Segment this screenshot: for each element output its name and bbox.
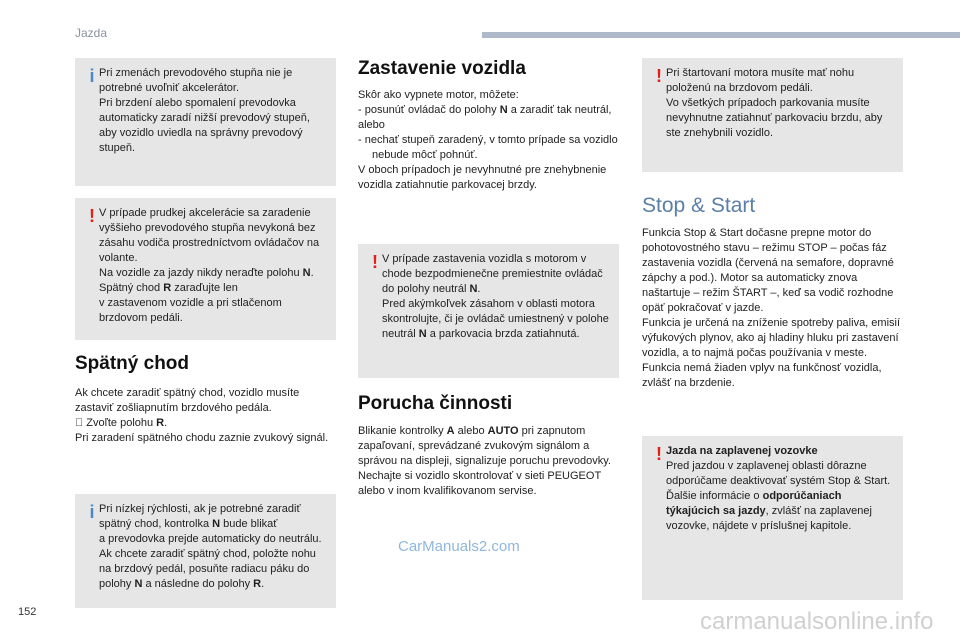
reverse-text [75,386,337,446]
warning-exclamation-icon: ! [656,444,662,464]
reverse-paragraph-1: Ak chcete zaradiť spätný chod, vozidlo musíte zastaviť zošliapnutím brzdového pedála. [75,387,300,414]
watermark-carmanuals2: CarManuals2.com [398,538,520,555]
info-box-low-speed-text: Pri nízkej rýchlosti, ak je potrebné zaradiť spätný chod, kontrolka N bude blikať a prevodovka prejde automaticky do neutrálu. Ak chcete zaradiť spätný chod, položte nohu na brzdový pedál, posuňte radiacu páku do polohy N a následne do polohy R. [99,503,322,590]
reverse-bullet: Zvoľte polohu R. [75,417,156,429]
stopping-text [358,88,620,193]
info-box-gear-change-text: Pri zmenách prevodového stupňa nie je potrebné uvoľniť akcelerátor. Pri brzdení alebo spomalení prevodovka automaticky zaradí nižší prevodový stupeň, aby vozidlo uviedla na správny prevodový stupeň. [99,67,310,154]
stopping-intro: Skôr ako vypnete motor, môžete: [358,89,519,101]
info-box-gear-change [75,58,336,186]
watermark-carmanualsonline: carmanualsonline.info [700,608,934,635]
stopping-or: alebo [358,119,385,131]
warning-box-flooded-road [642,436,903,600]
heading-malfunction: Porucha činnosti [358,393,513,414]
warning-box-engine-running [358,244,619,378]
stopping-option-2: - nechať stupeň zaradený, v tomto prípade sa vozidlo nebude môcť pohnúť. [358,134,618,161]
heading-stopping: Zastavenie vozidla [358,58,526,79]
warning-exclamation-icon: ! [89,206,95,226]
warning-exclamation-icon: ! [372,252,378,272]
info-i-icon: i [89,502,95,522]
warning-box-acceleration [75,198,336,340]
stopping-conclusion: V oboch prípadoch je nevyhnutné pre znehybnenie vozidla zatiahnutie parkovacej brzdy. [358,164,607,191]
running-header-title: Jazda [75,26,108,40]
malfunction-text: Blikanie kontrolky A alebo AUTO pri zapnutom zapaľovaní, sprevádzané zvukovým signálom a správou na displeji, signalizuje poruchu prevodovky. Nechajte si vozidlo skontrolovať v sieti PEUGEOT alebo v inom kvalifikovanom servise. [358,425,611,497]
warning-exclamation-icon: ! [656,66,662,86]
page-number: 152 [18,606,37,618]
warning-box-flooded-road-text: Jazda na zaplavenej vozovke Pred jazdou v zaplavenej oblasti dôrazne odporúčame deaktivovať systém Stop & Start. Ďalšie informácie o odporúčaniach týkajúcich sa jazdy, zvlášť na zaplavenej vozovke, nájdete v príslušnej kapitole. [666,444,895,534]
warning-box-starting-text: Pri štartovaní motora musíte mať nohu položenú na brzdovom pedáli. Vo všetkých prípadoch parkovania musíte nevyhnutne zatiahnuť parkovaciu brzdu, aby ste znehybnili vozidlo. [666,67,883,139]
stopping-option-1: - posunúť ovládač do polohy N a zaradiť tak neutrál, [358,104,612,116]
warning-box-engine-running-text: V prípade zastavenia vozidla s motorom v chode bezpodmienečne premiestnite ovládač do polohy neutrál N. Pred akýmkoľvek zásahom v oblasti motora skontrolujte, či je ovládač umiestnený v polohe neutrál N a parkovacia brzda zatiahnutá. [382,253,609,340]
heading-stop-start: Stop & Start [642,194,756,217]
warning-box-acceleration-text: V prípade prudkej akcelerácie sa zaradenie vyššieho prevodového stupňa nevykoná bez zásahu vodiča prostredníctvom ovládačov na volante. Na vozidle za jazdy nikdy neraďte polohu N. Spätný chod R zaraďujte len v zastavenom vozidle a pri stlačenom brzdovom pedáli. [99,207,320,324]
header-bar [482,32,960,38]
stop-start-text: Funkcia Stop & Start dočasne prepne motor do pohotovostného stavu – režimu STOP – počas fáz zastavenia vozidla (červená na semafore, dopravné zápchy a pod.). Motor sa automaticky znova naštartuje – režim ŠTART –, keď sa vodič rozhodne opäť pokračovať v jazde. Funkcia je určená na zníženie spotreby paliva, emisií výfukových plynov, ako aj hladiny hluku pri zastavení vozidla, a to najmä počas používania v meste. Funkcia nemá žiaden vplyv na funkčnosť vozidla, zvlášť na brzdenie. [642,227,901,389]
info-i-icon: i [89,66,95,86]
flooded-road-title: Jazda na zaplavenej vozovke [666,445,818,457]
warning-box-starting [642,58,903,172]
info-box-low-speed [75,494,336,608]
heading-reverse: Spätný chod [75,353,190,374]
reverse-paragraph-2: Pri zaradení spätného chodu zaznie zvukový signál. [75,432,329,444]
